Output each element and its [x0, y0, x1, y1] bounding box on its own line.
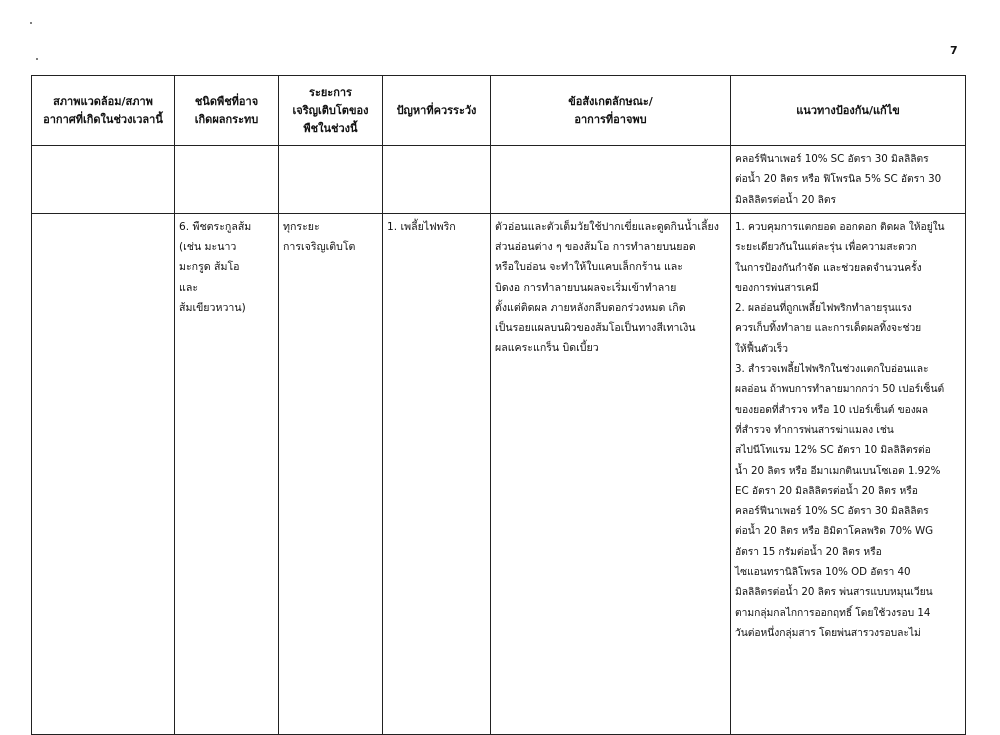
page-number: 7 [950, 44, 958, 57]
cell-environment [32, 146, 175, 214]
cell-environment [32, 214, 175, 735]
cell-management: 1. ควบคุมการแตกยอด ออกดอก ติดผล ให้อยู่ใน ระยะเดียวกันในแต่ละรุ่น เพื่อความสะดวก ในการป้องกันกำจัด และช่วยลดจำนวนครั้ง ของการพ่นสารเคมี 2. ผลอ่อนที่ถูกเพลี้ยไฟพริกทำลายรุนแรง ควรเก็บทิ้งทำลาย และการเด็ดผลทิ้งจะช่วย ให้ฟื้นตัวเร็ว 3. สำรวจเพลี้ยไฟพริกในช่วงแตกใบอ่อนและ ผลอ่อน ถ้าพบการทำลายมากกว่า 50 เปอร์เซ็นต์ ของยอดที่สำรวจ หรือ 10 เปอร์เซ็นต์ ของผล ที่สำรวจ ทำการพ่นสารฆ่าแมลง เช่น สไปนีโทแรม 12% SC อัตรา 10 มิลลิลิตรต่อ น้ำ 20 ลิตร หรือ อีมาเมกตินเบนโซเอต 1.92% EC อัตรา 20 มิลลิลิตรต่อน้ำ 20 ลิตร หรือ คลอร์ฟีนาเพอร์ 10% SC อัตรา 30 มิลลิลิตร ต่อน้ำ 20 ลิตร หรือ อิมิดาโคลพริด 70% WG อัตรา 15 กรัมต่อน้ำ 20 ลิตร หรือ ไซแอนทรานิลิโพรล 10% OD อัตรา 40 มิลลิลิตรต่อน้ำ 20 ลิตร พ่นสารแบบหมุนเวียน ตามกลุ่มกลไกการออกฤทธิ์ โดยใช้วงรอบ 14 วันต่อหนึ่งกลุ่มสาร โดยพ่นสารวงรอบละไม่ [731, 214, 966, 735]
header-crop: ชนิดพืชที่อาจ เกิดผลกระทบ [175, 76, 279, 146]
table-row [32, 146, 966, 214]
table-header-row [32, 76, 966, 146]
cell-crop [175, 146, 279, 214]
header-symptoms: ข้อสังเกตลักษณะ/ อาการที่อาจพบ [491, 76, 731, 146]
header-growth-stage: ระยะการ เจริญเติบโตของ พืชในช่วงนี้ [279, 76, 383, 146]
header-environment: สภาพแวดล้อม/สภาพ อากาศที่เกิดในช่วงเวลานี้ [32, 76, 175, 146]
scan-speck-2 [36, 58, 38, 60]
cell-growth-stage [279, 146, 383, 214]
pest-management-table [31, 75, 966, 735]
header-problem: ปัญหาที่ควรระวัง [383, 76, 491, 146]
cell-problem: 1. เพลี้ยไฟพริก [383, 214, 491, 735]
cell-symptoms: ตัวอ่อนและตัวเต็มวัยใช้ปากเขี่ยและดูดกินน้ำเลี้ยง ส่วนอ่อนต่าง ๆ ของส้มโอ การทำลายบนยอด หรือใบอ่อน จะทำให้ใบแคบเล็กกร้าน และ บิดงอ การทำลายบนผลจะเริ่มเข้าทำลาย ตั้งแต่ติดผล ภายหลังกลีบดอกร่วงหมด เกิด เป็นรอยแผลบนผิวของส้มโอเป็นทางสีเทาเงิน ผลแคระแกร็น บิดเบี้ยว [491, 214, 731, 735]
table-row [32, 214, 966, 735]
header-management: แนวทางป้องกัน/แก้ไข [731, 76, 966, 146]
cell-symptoms [491, 146, 731, 214]
scan-speck-1 [30, 22, 32, 24]
cell-growth-stage: ทุกระยะ การเจริญเติบโต [279, 214, 383, 735]
cell-management: คลอร์ฟีนาเพอร์ 10% SC อัตรา 30 มิลลิลิตร ต่อน้ำ 20 ลิตร หรือ ฟิโพรนิล 5% SC อัตรา 30 มิลลิลิตรต่อน้ำ 20 ลิตร [731, 146, 966, 214]
cell-problem [383, 146, 491, 214]
cell-crop: 6. พืชตระกูลส้ม (เช่น มะนาว มะกรูด ส้มโอ และ ส้มเขียวหวาน) [175, 214, 279, 735]
